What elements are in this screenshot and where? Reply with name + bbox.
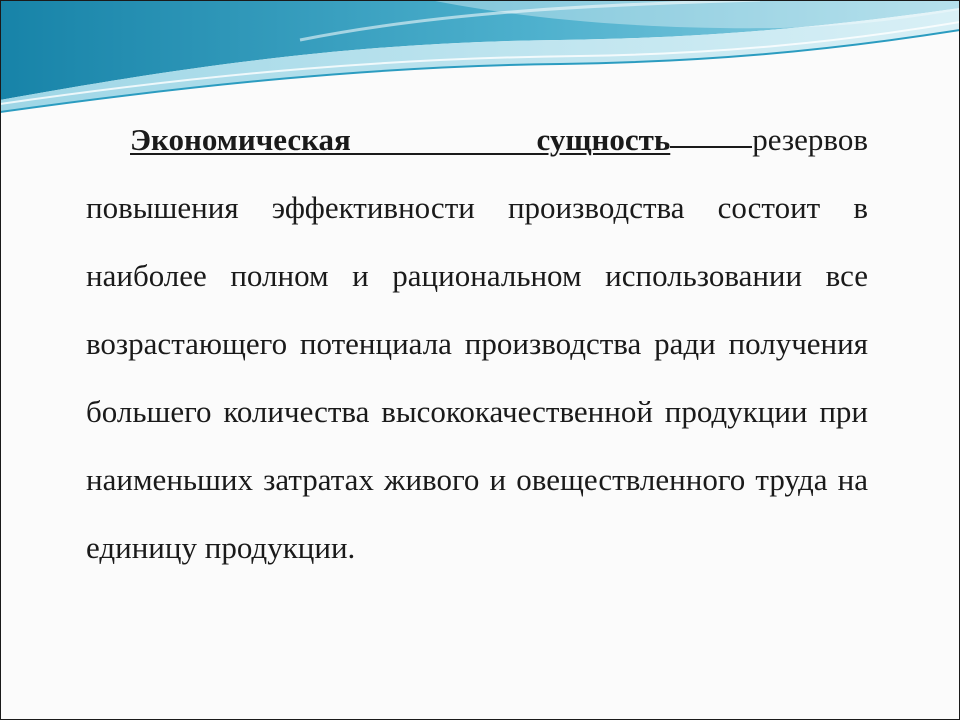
- lead-underline-tail: [670, 145, 752, 148]
- definition-paragraph: [86, 106, 868, 582]
- lead-phrase: Экономическая сущность: [130, 122, 671, 157]
- slide-content: [86, 106, 868, 582]
- definition-body: резервов повышения эффективности производства состоит в наиболее полном и рациональном использовании все возрастающего потенциала производства ради получения большего количества высококачественной продукции при наименьших затратах живого и овеществленного труда на единицу продукции.: [86, 122, 868, 565]
